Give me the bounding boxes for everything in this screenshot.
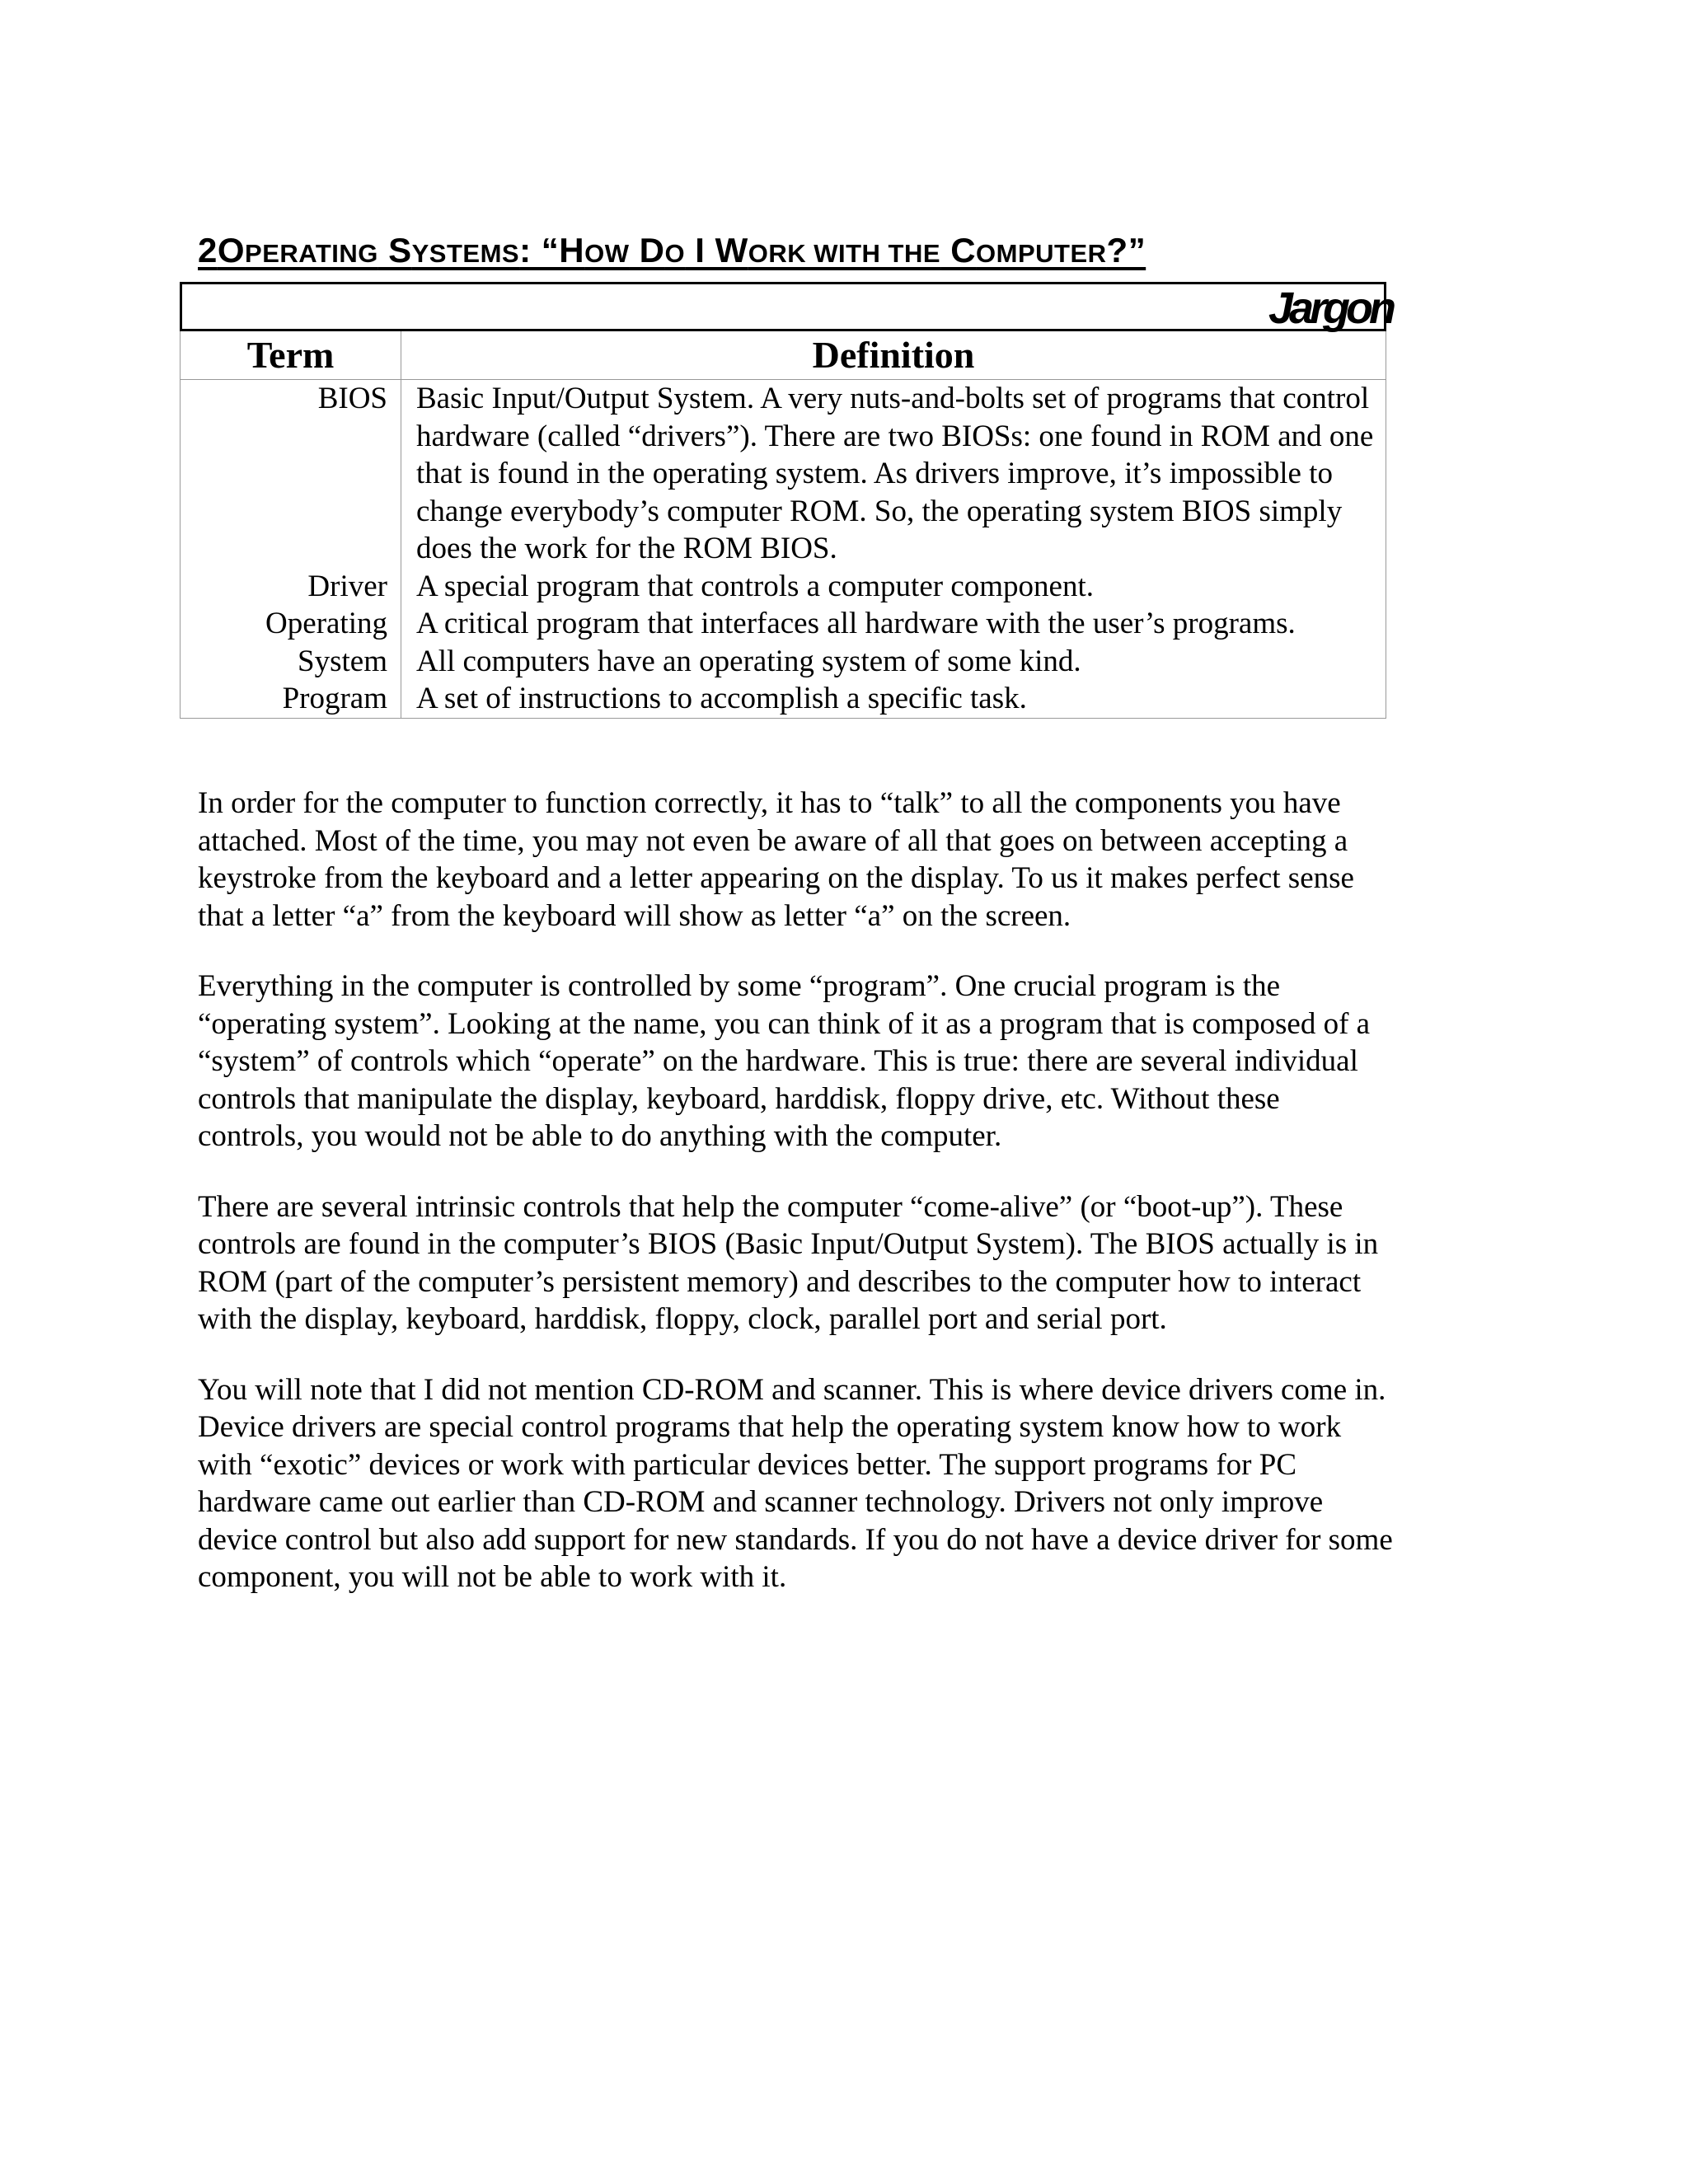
table-row <box>181 605 1386 643</box>
term-cell: System <box>181 643 401 681</box>
table-row <box>181 680 1386 718</box>
term-column-header: Term <box>181 331 401 380</box>
heading-part: O <box>664 239 686 268</box>
body-text <box>198 785 1393 1629</box>
definition-cell: Basic Input/Output System. A very nuts-and-bolts set of programs that control hardware (called “drivers”). There are two BIOSs: one found in ROM and one that is found in the operating system. As drivers improve, it’s impossible to change everybody’s computer ROM. So, the operating system BIOS simply does the work for the ROM BIOS. <box>401 380 1386 568</box>
paragraph: Everything in the computer is controlled by some “program”. One crucial program is the “operating system”. Looking at the name, you can think of it as a program that is composed of a “system” of controls which “operate” on the hardware. This is true: there are several individual controls that manipulate the display, keyboard, harddisk, floppy drive, etc. Without these controls, you would not be able to do anything with the computer. <box>198 969 1371 1153</box>
term-cell: Program <box>181 680 401 718</box>
term-cell: BIOS <box>181 380 401 568</box>
definition-cell: A special program that controls a computer component. <box>401 568 1386 606</box>
jargon-title: Jargon <box>1268 284 1392 333</box>
chapter-number: 2 <box>198 231 218 269</box>
heading-part: : “H <box>519 231 585 269</box>
paragraph: You will note that I did not mention CD-ROM and scanner. This is where device drivers come in. Device drivers are special control programs that help the operating system know how to work with “exotic” devices or work with particular devices better. The support programs for PC hardware came out earlier than CD-ROM and scanner technology. Drivers not only improve device control but also add support for new standards. If you do not have a device driver for some component, you will not be able to work with it. <box>198 1372 1393 1594</box>
heading-part: ?” <box>1106 231 1146 269</box>
table-row <box>181 568 1386 606</box>
table-row <box>181 643 1386 681</box>
heading-part: D <box>629 231 665 269</box>
heading-part: O <box>217 231 246 269</box>
heading-part: OW <box>584 239 630 268</box>
heading-part: PERATING <box>245 239 378 268</box>
jargon-header-row <box>181 331 1386 380</box>
term-cell: Driver <box>181 568 401 606</box>
table-row <box>181 380 1386 568</box>
definition-cell: A critical program that interfaces all hardware with the user’s programs. <box>401 605 1386 643</box>
heading-part: YSTEMS <box>411 239 520 268</box>
heading-part: ORK WITH THE <box>748 239 941 268</box>
definition-column-header: Definition <box>401 331 1386 380</box>
heading-part: S <box>377 231 412 269</box>
definition-cell: All computers have an operating system of some kind. <box>401 643 1386 681</box>
heading-part: I W <box>685 231 748 269</box>
paragraph: In order for the computer to function correctly, it has to “talk” to all the components you have attached. Most of the time, you may not even be aware of all that goes on between accepting a keystroke from the keyboard and a letter appearing on the display. To us it makes perfect sense that a letter “a” from the keyboard will show as letter “a” on the screen. <box>198 786 1354 933</box>
jargon-title-bar <box>180 282 1392 333</box>
heading-part: C <box>940 231 977 269</box>
jargon-table <box>180 331 1386 719</box>
chapter-heading <box>198 231 1146 270</box>
paragraph: There are several intrinsic controls that help the computer “come-alive” (or “boot-up”). These controls are found in the computer’s BIOS (Basic Input/Output System). The BIOS actually is in ROM (part of the computer’s persistent memory) and describes to the computer how to interact with the display, keyboard, harddisk, floppy, clock, parallel port and serial port. <box>198 1189 1379 1336</box>
heading-part: OMPUTER <box>976 239 1107 268</box>
definition-cell: A set of instructions to accomplish a specific task. <box>401 680 1386 718</box>
term-cell: Operating <box>181 605 401 643</box>
